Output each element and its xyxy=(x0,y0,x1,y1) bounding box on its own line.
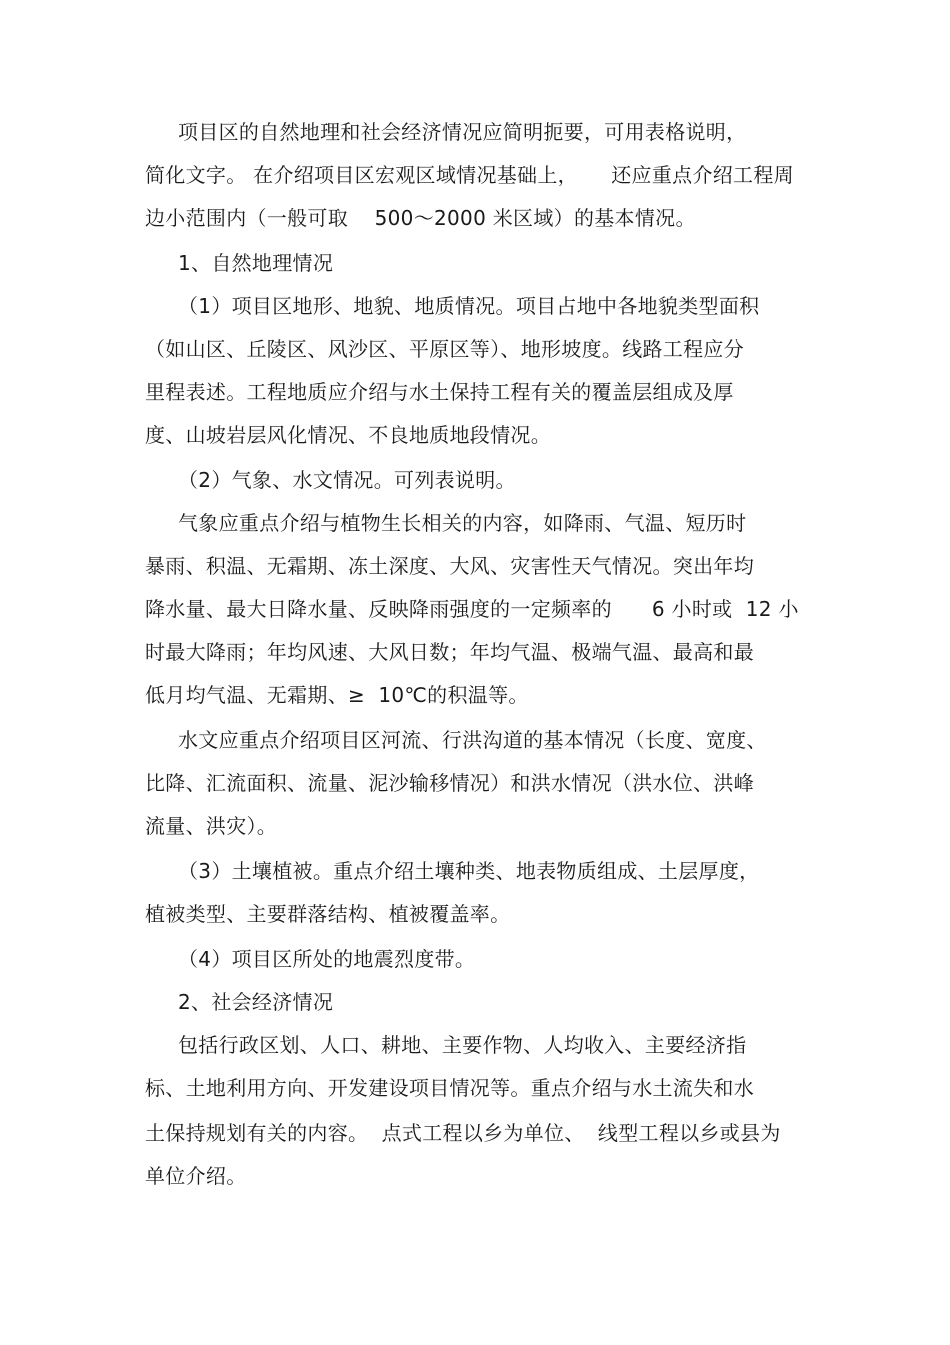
text-line: 气象应重点介绍与植物生长相关的内容，如降雨、气温、短历时 xyxy=(178,511,747,535)
text-line: 流量、洪灾）。 xyxy=(145,814,278,838)
text-line: 时最大降雨；年均风速、大风日数；年均气温、极端气温、最高和最 xyxy=(145,640,754,664)
text-line: 标、土地利用方向、开发建设项目情况等。重点介绍与水土流失和水 xyxy=(145,1076,754,1100)
text-line: 低月均气温、无霜期、≥ 10℃的积温等。 xyxy=(145,683,529,707)
text-line: 项目区的自然地理和社会经济情况应简明扼要，可用表格说明， xyxy=(178,120,747,144)
text-line: 包括行政区划、人口、耕地、主要作物、人均收入、主要经济指 xyxy=(178,1033,747,1057)
text-line: 边小范围内（一般可取 500～2000 米区域）的基本情况。 xyxy=(145,206,696,230)
text-line: （如山区、丘陵区、风沙区、平原区等）、地形坡度。线路工程应分 xyxy=(145,337,744,361)
text-line: 暴雨、积温、无霜期、冻土深度、大风、灾害性天气情况。突出年均 xyxy=(145,554,754,578)
text-line: 里程表述。工程地质应介绍与水土保持工程有关的覆盖层组成及厚 xyxy=(145,380,734,404)
text-line: 降水量、最大日降水量、反映降雨强度的一定频率的 6 小时或 12 小 xyxy=(145,597,799,621)
text-line: 简化文字。 在介绍项目区宏观区域情况基础上， 还应重点介绍工程周 xyxy=(145,163,794,187)
text-line: 水文应重点介绍项目区河流、行洪沟道的基本情况（长度、宽度、 xyxy=(178,728,767,752)
section-heading: 1、自然地理情况 xyxy=(178,251,334,275)
text-line: 比降、汇流面积、流量、泥沙输移情况）和洪水情况（洪水位、洪峰 xyxy=(145,771,754,795)
text-line: 单位介绍。 xyxy=(145,1164,247,1188)
section-heading: 2、社会经济情况 xyxy=(178,990,334,1014)
text-line: 土保持规划有关的内容。 点式工程以乡为单位、 线型工程以乡或县为 xyxy=(145,1121,781,1145)
text-line: （2）气象、水文情况。可列表说明。 xyxy=(178,468,516,492)
text-line: 度、山坡岩层风化情况、不良地质地段情况。 xyxy=(145,423,551,447)
text-line: （1）项目区地形、地貌、地质情况。项目占地中各地貌类型面积 xyxy=(178,294,760,318)
text-line: （3）土壤植被。重点介绍土壤种类、地表物质组成、土层厚度， xyxy=(178,859,760,883)
text-line: 植被类型、主要群落结构、植被覆盖率。 xyxy=(145,902,511,926)
text-line: （4）项目区所处的地震烈度带。 xyxy=(178,947,476,971)
